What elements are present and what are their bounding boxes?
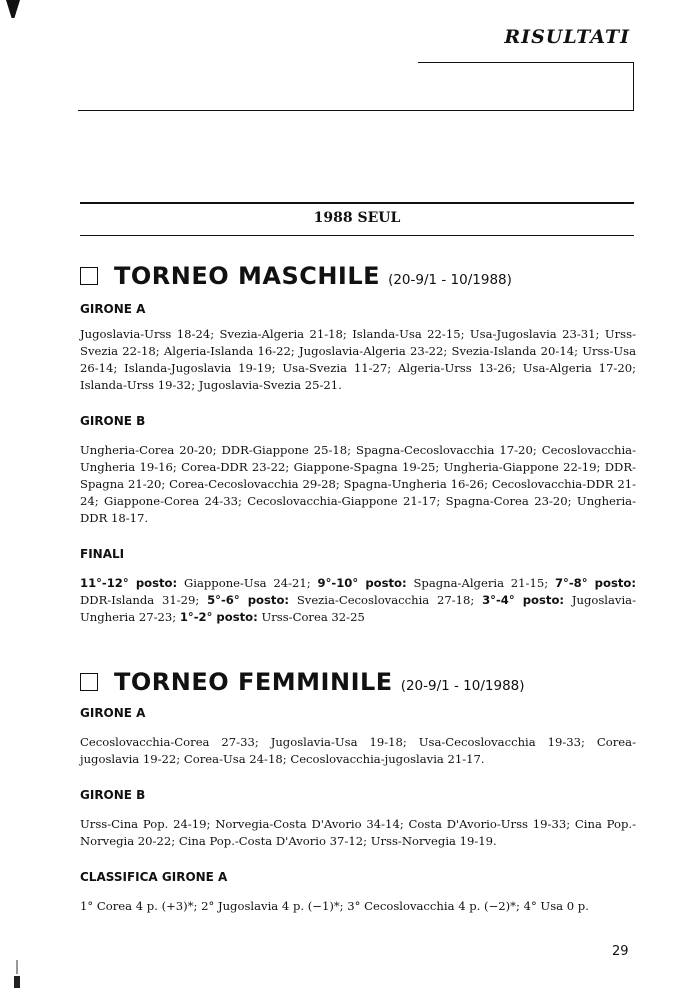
men-title: TORNEO MASCHILE xyxy=(114,262,381,290)
women-heading xyxy=(80,668,636,696)
men-group-a-title: GIRONE A xyxy=(80,302,146,316)
edition-top-rule xyxy=(80,202,634,204)
women-group-b-results: Urss-Cina Pop. 24-19; Norvegia-Costa D'Avorio 34-14; Costa D'Avorio-Urss 19-33; Cina Pop.-Norvegia 20-22; Cina Pop.-Costa D'Avorio 37-12; Urss-Norvegia 19-19. xyxy=(80,817,636,848)
finals-result: Spagna-Algeria 21-15; xyxy=(413,576,549,590)
women-standings-text: 1° Corea 4 p. (+3)*; 2° Jugoslavia 4 p. (−1)*; 3° Cecoslovacchia 4 p. (−2)*; 4° Usa 0 p. xyxy=(80,899,589,913)
finals-label: 5°-6° posto: xyxy=(207,593,290,607)
men-group-a-results: Jugoslavia-Urss 18-24; Svezia-Algeria 21-18; Islanda-Usa 22-15; Usa-Jugoslavia 23-31; Urss-Svezia 22-18; Algeria-Islanda 16-22; Jugoslavia-Algeria 23-22; Svezia-Islanda 20-14; Urss-Usa 26-14; Islanda-Jugoslavia 19-19; Usa-Svezia 11-27; Algeria-Urss 13-26; Usa-Algeria 17-20; Islanda-Urss 19-32; Jugoslavia-Svezia 25-21. xyxy=(80,327,636,392)
women-group-a-title: GIRONE A xyxy=(80,706,146,720)
finals-result: DDR-Islanda 31-29; xyxy=(80,593,200,607)
finals-result: Svezia-Cecoslovacchia 27-18; xyxy=(296,593,475,607)
men-section xyxy=(80,262,636,626)
women-group-b-title: GIRONE B xyxy=(80,788,146,802)
finals-label: 9°-10° posto: xyxy=(317,576,407,590)
finals-label: 11°-12° posto: xyxy=(80,576,178,590)
checkbox-icon xyxy=(80,267,98,285)
women-dates: (20-9/1 - 10/1988) xyxy=(400,678,525,694)
header-box-top-line xyxy=(418,62,634,63)
finals-result: Urss-Corea 32-25 xyxy=(261,610,365,624)
scan-mark-top xyxy=(6,0,20,18)
men-finals-results xyxy=(80,575,636,626)
women-section xyxy=(80,668,636,915)
page-number: 29 xyxy=(612,944,629,959)
men-group-b-title: GIRONE B xyxy=(80,414,146,428)
men-heading xyxy=(80,262,636,290)
finals-label: 3°-4° posto: xyxy=(482,593,565,607)
women-title: TORNEO FEMMINILE xyxy=(114,668,393,696)
checkbox-icon xyxy=(80,673,98,691)
men-finals-title: FINALI xyxy=(80,547,125,561)
edition-bottom-rule xyxy=(80,235,634,236)
finals-label: 1°-2° posto: xyxy=(179,610,258,624)
women-standings-title: CLASSIFICA GIRONE A xyxy=(80,870,228,884)
finals-label: 7°-8° posto: xyxy=(554,576,636,590)
finals-result: Giappone-Usa 24-21; xyxy=(183,576,311,590)
header-box-bottom-line xyxy=(78,110,634,111)
page-header-title: RISULTATI xyxy=(504,26,630,48)
edition-title: 1988 SEUL xyxy=(313,210,401,226)
men-dates: (20-9/1 - 10/1988) xyxy=(388,272,512,288)
header-box-right-line xyxy=(633,62,634,110)
scan-mark-bottom xyxy=(12,958,22,988)
finals-result: Jugoslavia-Ungheria 27-23; xyxy=(80,593,637,624)
women-group-a-results: Cecoslovacchia-Corea 27-33; Jugoslavia-Usa 19-18; Usa-Cecoslovacchia 19-33; Corea-jugoslavia 19-22; Corea-Usa 24-18; Cecoslovacchia-jugoslavia 21-17. xyxy=(80,735,636,766)
men-group-b-results: Ungheria-Corea 20-20; DDR-Giappone 25-18; Spagna-Cecoslovacchia 17-20; Cecoslovacchia-Ungheria 19-16; Corea-DDR 23-22; Giappone-Spagna 19-25; Ungheria-Giappone 22-19; DDR-Spagna 21-20; Corea-Cecoslovacchia 29-28; Spagna-Ungheria 16-26; Cecoslovacchia-DDR 21-24; Giappone-Corea 24-33; Cecoslovacchia-Giappone 21-17; Spagna-Corea 23-20; Ungheria-DDR 18-17. xyxy=(80,443,636,525)
